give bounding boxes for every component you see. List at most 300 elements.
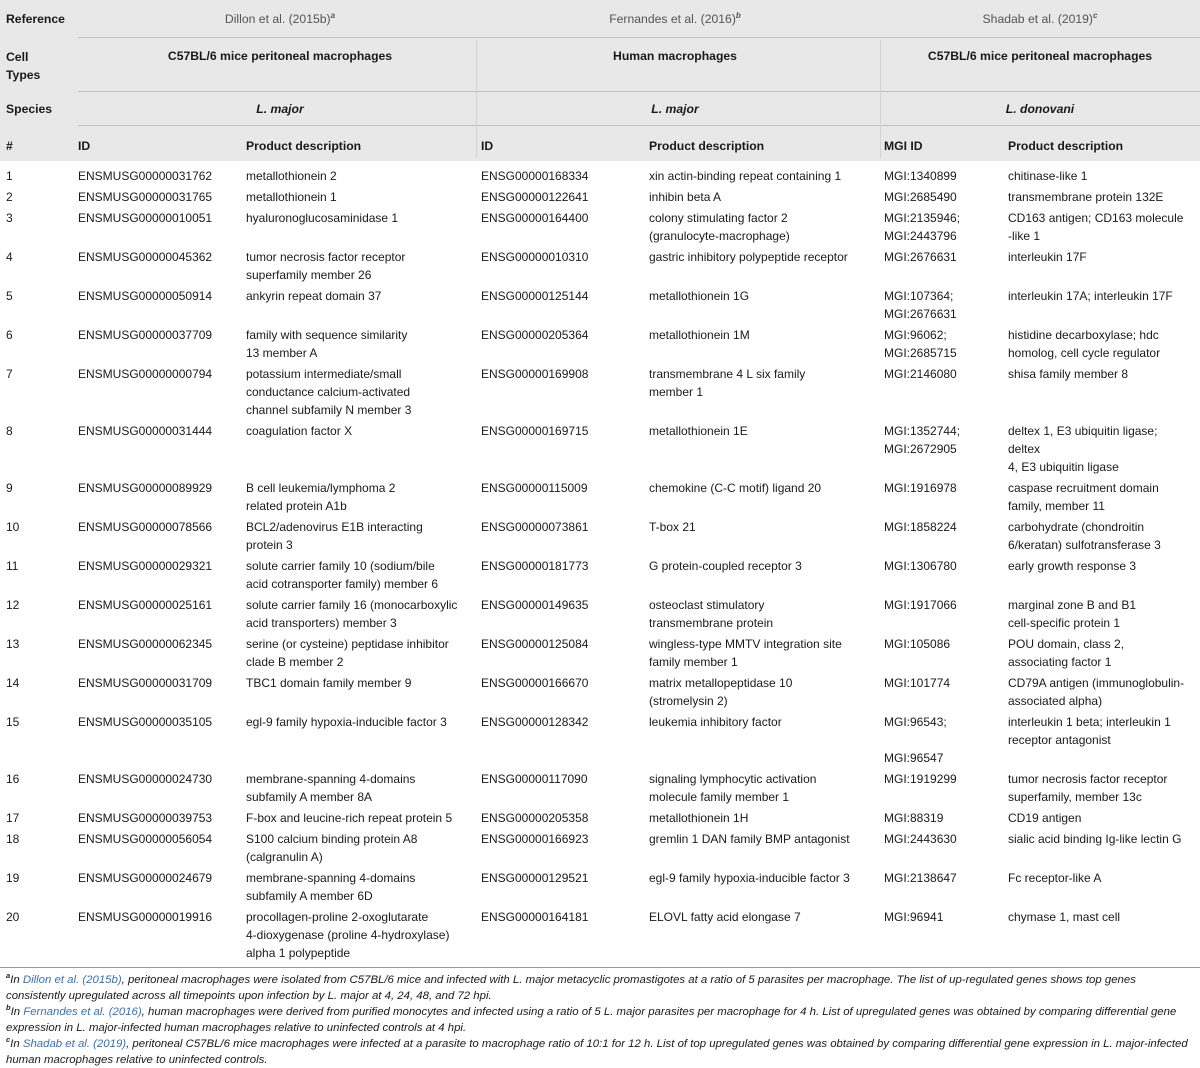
cell-line: ENSG00000129521 bbox=[481, 871, 589, 885]
cell-line: 16 bbox=[6, 772, 20, 786]
table-row bbox=[0, 557, 1200, 596]
cell-line: MGI:101774 bbox=[884, 676, 951, 690]
cell-line: B cell leukemia/lymphoma 2 bbox=[246, 481, 396, 495]
cell-line: ENSG00000010310 bbox=[481, 250, 589, 264]
cell-line: procollagen-proline 2-oxoglutarate bbox=[246, 910, 429, 924]
cell-line: ENSMUSG00000050914 bbox=[78, 289, 213, 303]
table-row bbox=[0, 713, 1200, 770]
cell-line: ENSMUSG00000062345 bbox=[78, 637, 213, 651]
cell-line: F-box and leucine-rich repeat protein 5 bbox=[246, 811, 453, 825]
cell-line: ENSMUSG00000037709 bbox=[78, 328, 213, 342]
table-row bbox=[0, 809, 1200, 830]
cell-line: metallothionein 1H bbox=[649, 811, 749, 825]
footnote-reference-link[interactable]: Shadab et al. (2019) bbox=[22, 1038, 127, 1050]
ensembl-human-id bbox=[481, 869, 588, 887]
col-header-id-1: ID bbox=[78, 139, 91, 153]
cell-line: MGI:1916978 bbox=[884, 481, 957, 495]
cell-line: ENSMUSG00000024730 bbox=[78, 772, 213, 786]
row-number bbox=[6, 365, 13, 383]
product-description bbox=[246, 869, 415, 905]
footnote bbox=[6, 1037, 1196, 1068]
product-description bbox=[1008, 422, 1157, 476]
cell-line: 7 bbox=[6, 367, 13, 381]
cell-line: subfamily A member 6D bbox=[246, 889, 373, 903]
mgi-id bbox=[884, 908, 943, 926]
cell-line: 12 bbox=[6, 598, 20, 612]
footnote-mark: c bbox=[6, 1035, 11, 1045]
product-description bbox=[246, 167, 337, 185]
cell-line: histidine decarboxylase; hdc bbox=[1008, 328, 1159, 342]
cell-line: ENSMUSG00000056054 bbox=[78, 832, 213, 846]
cell-line: 3 bbox=[6, 211, 13, 225]
cell-line: member 1 bbox=[649, 385, 704, 399]
ensembl-human-id bbox=[481, 248, 588, 266]
row-number bbox=[6, 326, 13, 344]
cell-line: solute carrier family 10 (sodium/bile bbox=[246, 559, 435, 573]
study-2-reference[interactable]: Fernandes et al. $(2016)^b$ bbox=[609, 10, 741, 26]
cell-line: associating factor 1 bbox=[1008, 655, 1112, 669]
product-description bbox=[246, 326, 407, 362]
row-number bbox=[6, 908, 19, 926]
cell-line: chemokine (C-C motif) ligand 20 bbox=[649, 481, 822, 495]
mgi-id bbox=[884, 188, 957, 206]
ensembl-human-id bbox=[481, 365, 588, 383]
cell-line: ENSG00000149635 bbox=[481, 598, 589, 612]
cell-line: MGI:2676631 bbox=[884, 307, 957, 321]
cell-line: 1 bbox=[6, 169, 13, 183]
product-description bbox=[1008, 188, 1163, 206]
cell-line: 19 bbox=[6, 871, 20, 885]
cell-line: ENSMUSG00000035105 bbox=[78, 715, 213, 729]
table-bottom-rule bbox=[0, 967, 1200, 968]
ensembl-human-id bbox=[481, 518, 588, 536]
cell-line: (granulocyte-macrophage) bbox=[649, 229, 790, 243]
row-number bbox=[6, 518, 19, 536]
cell-line: deltex bbox=[1008, 442, 1041, 456]
cell-line: MGI:107364; bbox=[884, 289, 954, 303]
mgi-id bbox=[884, 635, 950, 653]
cell-line: tumor necrosis factor receptor bbox=[246, 250, 406, 264]
cell-line: xin actin-binding repeat containing 1 bbox=[649, 169, 842, 183]
table-row bbox=[0, 770, 1200, 809]
table-row bbox=[0, 830, 1200, 869]
cell-line: 5 bbox=[6, 289, 13, 303]
cell-line: subfamily A member 8A bbox=[246, 790, 373, 804]
cell-line: ENSG00000164400 bbox=[481, 211, 589, 225]
ensembl-human-id bbox=[481, 713, 588, 731]
cell-line: MGI:88319 bbox=[884, 811, 944, 825]
ensembl-human-id bbox=[481, 635, 588, 653]
cell-line: ENSG00000128342 bbox=[481, 715, 589, 729]
cell-line: ENSMUSG00000031444 bbox=[78, 424, 213, 438]
mgi-id bbox=[884, 422, 960, 458]
ensembl-mouse-id bbox=[78, 365, 212, 383]
mgi-id bbox=[884, 869, 957, 887]
product-description bbox=[1008, 209, 1183, 245]
cell-line: Fc receptor-like A bbox=[1008, 871, 1102, 885]
cell-line: cell-specific protein 1 bbox=[1008, 616, 1121, 630]
cell-line: carbohydrate (chondroitin bbox=[1008, 520, 1145, 534]
cell-line: gremlin 1 DAN family BMP antagonist bbox=[649, 832, 850, 846]
cell-line: ENSMUSG00000089929 bbox=[78, 481, 213, 495]
table-row bbox=[0, 674, 1200, 713]
cell-line: 14 bbox=[6, 676, 20, 690]
cell-line: T-box 21 bbox=[649, 520, 696, 534]
cell-line: MGI:1352744; bbox=[884, 424, 961, 438]
cell-line: ENSG00000115009 bbox=[481, 481, 588, 495]
product-description bbox=[246, 809, 452, 827]
cell-line: MGI:96547 bbox=[884, 751, 944, 765]
product-description bbox=[1008, 326, 1160, 362]
ensembl-mouse-id bbox=[78, 287, 212, 305]
cell-line: ENSG00000117090 bbox=[481, 772, 588, 786]
product-description bbox=[1008, 770, 1167, 806]
mgi-id bbox=[884, 365, 957, 383]
cell-line: colony stimulating factor 2 bbox=[649, 211, 788, 225]
col-header-mgi-id: MGI ID bbox=[884, 139, 923, 153]
cell-line: 18 bbox=[6, 832, 20, 846]
cell-line: MGI:2443796 bbox=[884, 229, 957, 243]
cell-line: signaling lymphocytic activation bbox=[649, 772, 817, 786]
cell-line: (calgranulin A) bbox=[246, 850, 323, 864]
cell-line: sialic acid binding Ig-like lectin G bbox=[1008, 832, 1182, 846]
row-number bbox=[6, 869, 19, 887]
table-row bbox=[0, 635, 1200, 674]
cell-line: -like 1 bbox=[1008, 229, 1041, 243]
cell-line: ENSG00000125084 bbox=[481, 637, 589, 651]
product-description bbox=[246, 557, 438, 593]
ensembl-human-id bbox=[481, 479, 588, 497]
cell-line: coagulation factor X bbox=[246, 424, 353, 438]
cell-line: ENSMUSG00000078566 bbox=[78, 520, 213, 534]
product-description bbox=[1008, 809, 1081, 827]
cell-line: MGI:2135946; bbox=[884, 211, 961, 225]
cell-line: 17 bbox=[6, 811, 20, 825]
cell-line: associated alpha) bbox=[1008, 694, 1103, 708]
ensembl-mouse-id bbox=[78, 809, 212, 827]
footnote-text: , peritoneal macrophages were isolated from C57BL/6 mice and infected with L. major metacyclic promastigotes at a ratio of 5 parasites per macrophage. The list of up-regulated genes shows top genes consistently upregulated across all timepoints upon infection by L. major at 4, 24, 48, and 72 hpi. bbox=[6, 974, 1136, 1002]
cell-line: MGI:2138647 bbox=[884, 871, 957, 885]
product-description bbox=[1008, 830, 1181, 848]
cell-line: homolog, cell cycle regulator bbox=[1008, 346, 1161, 360]
cell-line: ENSMUSG00000031709 bbox=[78, 676, 213, 690]
ensembl-mouse-id bbox=[78, 188, 212, 206]
product-description bbox=[246, 518, 423, 554]
table-row bbox=[0, 167, 1200, 188]
product-description bbox=[246, 596, 457, 632]
cell-line: ENSG00000169908 bbox=[481, 367, 589, 381]
ensembl-mouse-id bbox=[78, 596, 212, 614]
product-description bbox=[1008, 479, 1159, 515]
product-description bbox=[649, 479, 821, 497]
cell-line: 4, E3 ubiquitin ligase bbox=[1008, 460, 1119, 474]
ensembl-mouse-id bbox=[78, 908, 212, 926]
cell-line: molecule family member 1 bbox=[649, 790, 790, 804]
cell-line: inhibin beta A bbox=[649, 190, 722, 204]
product-description bbox=[649, 287, 749, 305]
cell-line: family with sequence similarity bbox=[246, 328, 408, 342]
header-rule bbox=[78, 91, 1200, 92]
product-description bbox=[246, 713, 447, 731]
cell-line: alpha 1 polypeptide bbox=[246, 946, 351, 960]
cell-line: family, member 11 bbox=[1008, 499, 1105, 513]
cell-line: 13 member A bbox=[246, 346, 318, 360]
row-number bbox=[6, 830, 19, 848]
product-description bbox=[649, 557, 802, 575]
product-description bbox=[649, 209, 790, 245]
cell-line: metallothionein 1E bbox=[649, 424, 748, 438]
study-1-species: L. major bbox=[256, 102, 304, 116]
table-row bbox=[0, 908, 1200, 965]
cell-line: CD163 antigen; CD163 molecule bbox=[1008, 211, 1184, 225]
row-number bbox=[6, 557, 18, 575]
col-header-id-2: ID bbox=[481, 139, 494, 153]
cell-line: MGI:2146080 bbox=[884, 367, 957, 381]
cell-line: ENSMUSG00000025161 bbox=[78, 598, 213, 612]
cell-line: ENSMUSG00000000794 bbox=[78, 367, 213, 381]
cell-line: MGI:96941 bbox=[884, 910, 944, 924]
product-description bbox=[649, 770, 816, 806]
footnote-reference-link[interactable]: Fernandes et al. (2016) bbox=[23, 1006, 142, 1018]
product-description bbox=[1008, 596, 1136, 632]
cell-line: ENSMUSG00000024679 bbox=[78, 871, 213, 885]
cell-line: metallothionein 1 bbox=[246, 190, 337, 204]
product-description bbox=[649, 596, 773, 632]
mgi-id bbox=[884, 518, 957, 536]
ensembl-mouse-id bbox=[78, 674, 212, 692]
cell-line: ENSMUSG00000031762 bbox=[78, 169, 213, 183]
cell-line: ENSG00000168334 bbox=[481, 169, 589, 183]
mgi-id bbox=[884, 713, 947, 767]
row-number bbox=[6, 287, 13, 305]
col-header-description-3: Product description bbox=[1008, 139, 1124, 153]
mgi-id bbox=[884, 326, 957, 362]
ensembl-mouse-id bbox=[78, 830, 212, 848]
cell-line: MGI:2443630 bbox=[884, 832, 957, 846]
product-description bbox=[1008, 167, 1087, 185]
cell-line: gastric inhibitory polypeptide receptor bbox=[649, 250, 848, 264]
product-description bbox=[1008, 869, 1101, 887]
product-description bbox=[1008, 713, 1171, 749]
product-description bbox=[649, 809, 748, 827]
footnote-mark: a bbox=[6, 971, 11, 981]
mgi-id bbox=[884, 209, 960, 245]
cell-line: ENSG00000164181 bbox=[481, 910, 589, 924]
row-number bbox=[6, 248, 13, 266]
ensembl-human-id bbox=[481, 770, 588, 788]
study-1-reference[interactable]: Dillon et al. $(2015b)^a$ bbox=[224, 10, 336, 26]
cell-line: ENSMUSG00000031765 bbox=[78, 190, 213, 204]
study-2-cell-type: Human macrophages bbox=[613, 49, 737, 63]
product-description bbox=[1008, 248, 1087, 266]
cell-line: protein 3 bbox=[246, 538, 293, 552]
column-separator bbox=[880, 40, 881, 158]
product-description bbox=[1008, 635, 1124, 671]
mgi-id bbox=[884, 248, 957, 266]
ensembl-mouse-id bbox=[78, 770, 212, 788]
cell-line: chymase 1, mast cell bbox=[1008, 910, 1121, 924]
cell-line: shisa family member 8 bbox=[1008, 367, 1129, 381]
header-rule bbox=[78, 37, 1200, 38]
cell-line: 9 bbox=[6, 481, 13, 495]
table-row bbox=[0, 869, 1200, 908]
cell-line: deltex 1, E3 ubiquitin ligase; bbox=[1008, 424, 1158, 438]
product-description bbox=[246, 188, 337, 206]
row-number bbox=[6, 674, 19, 692]
cell-line: ENSG00000166923 bbox=[481, 832, 589, 846]
row-number bbox=[6, 422, 13, 440]
cell-line: ENSG00000169715 bbox=[481, 424, 589, 438]
product-description bbox=[246, 908, 449, 962]
cell-line: ENSG00000073861 bbox=[481, 520, 589, 534]
cell-line: leukemia inhibitory factor bbox=[649, 715, 782, 729]
cell-line: MGI:1917066 bbox=[884, 598, 957, 612]
table-row bbox=[0, 422, 1200, 479]
cell-line: POU domain, class 2, bbox=[1008, 637, 1125, 651]
cell-line: membrane-spanning 4-domains bbox=[246, 772, 416, 786]
product-description bbox=[1008, 674, 1184, 710]
footnote-text: , human macrophages were derived from purified monocytes and infected using a ratio of 5 L. major parasites per macrophage for 4 h. List of upregulated genes was obtained by comparing differential gene expression in L. major-infected human macrophages relative to uninfected controls at 4 hpi. bbox=[6, 1006, 1177, 1034]
cell-line: CD79A antigen (immunoglobulin- bbox=[1008, 676, 1185, 690]
cell-line: MGI:105086 bbox=[884, 637, 951, 651]
ensembl-human-id bbox=[481, 326, 588, 344]
product-description bbox=[246, 365, 411, 419]
cell-line: wingless-type MMTV integration site bbox=[649, 637, 842, 651]
cell-line: 20 bbox=[6, 910, 20, 924]
cell-line: MGI:1919299 bbox=[884, 772, 957, 786]
mgi-id bbox=[884, 674, 950, 692]
cell-line: 10 bbox=[6, 520, 20, 534]
cell-line bbox=[884, 731, 947, 749]
species-label: Species bbox=[6, 102, 53, 116]
ensembl-human-id bbox=[481, 287, 588, 305]
product-description bbox=[649, 248, 848, 266]
product-description bbox=[246, 287, 381, 305]
table-row bbox=[0, 365, 1200, 422]
mgi-id bbox=[884, 287, 957, 323]
ensembl-human-id bbox=[481, 209, 588, 227]
product-description bbox=[246, 830, 417, 866]
cell-line: metallothionein 2 bbox=[246, 169, 337, 183]
row-number bbox=[6, 209, 13, 227]
footnote-text: , peritoneal C57BL/6 mice macrophages were infected at a parasite to macrophage ratio of 10:1 for 12 h. List of top upregulated genes was obtained by comparing differential gene expression in L. major-infected human macrophages relative to uninfected controls. bbox=[6, 1038, 1188, 1066]
cell-line: acid transporters) member 3 bbox=[246, 616, 397, 630]
footnote-reference-link[interactable]: Dillon et al. (2015b) bbox=[22, 974, 122, 986]
cell-line: related protein A1b bbox=[246, 499, 347, 513]
column-separator bbox=[476, 40, 477, 158]
col-header-description-2: Product description bbox=[649, 139, 765, 153]
ensembl-mouse-id bbox=[78, 167, 212, 185]
ensembl-mouse-id bbox=[78, 248, 212, 266]
study-3-cell-type: C57BL/6 mice peritoneal macrophages bbox=[927, 49, 1153, 63]
cell-line: 13 bbox=[6, 637, 20, 651]
product-description bbox=[246, 248, 405, 284]
cell-line: channel subfamily N member 3 bbox=[246, 403, 412, 417]
cell-line: superfamily, member 13c bbox=[1008, 790, 1142, 804]
col-header-number: # bbox=[6, 139, 13, 153]
cell-line: conductance calcium-activated bbox=[246, 385, 411, 399]
row-number bbox=[6, 809, 19, 827]
cell-line: egl-9 family hypoxia-inducible factor 3 bbox=[246, 715, 447, 729]
ensembl-mouse-id bbox=[78, 869, 212, 887]
cell-line: ENSMUSG00000010051 bbox=[78, 211, 213, 225]
table-row bbox=[0, 518, 1200, 557]
ensembl-human-id bbox=[481, 596, 588, 614]
cell-line: MGI:96543; bbox=[884, 715, 947, 729]
cell-line: marginal zone B and B1 bbox=[1008, 598, 1137, 612]
mgi-id bbox=[884, 596, 957, 614]
footnote-prefix: In bbox=[10, 974, 23, 986]
row-number bbox=[6, 713, 19, 731]
cell-line: hyaluronoglucosaminidase 1 bbox=[246, 211, 399, 225]
cell-line: 4-dioxygenase (proline 4-hydroxylase) bbox=[246, 928, 450, 942]
cell-line: MGI:1340899 bbox=[884, 169, 957, 183]
study-3-reference[interactable]: Shadab et al. $(2019)^c$ bbox=[982, 10, 1098, 26]
product-description bbox=[246, 635, 449, 671]
cell-line: ELOVL fatty acid elongase 7 bbox=[649, 910, 801, 924]
ensembl-human-id bbox=[481, 674, 588, 692]
cell-line: ENSG00000205358 bbox=[481, 811, 589, 825]
cell-line: MGI:96062; bbox=[884, 328, 947, 342]
cell-line: family member 1 bbox=[649, 655, 738, 669]
cell-line: CD19 antigen bbox=[1008, 811, 1082, 825]
cell-line: 8 bbox=[6, 424, 13, 438]
product-description bbox=[649, 674, 792, 710]
table-row bbox=[0, 209, 1200, 248]
footnote-prefix: In bbox=[10, 1038, 23, 1050]
cell-line: osteoclast stimulatory bbox=[649, 598, 765, 612]
cell-line: 15 bbox=[6, 715, 20, 729]
ensembl-human-id bbox=[481, 557, 588, 575]
footnote-prefix: In bbox=[10, 1006, 24, 1018]
product-description bbox=[649, 713, 782, 731]
cell-line: ENSG00000122641 bbox=[481, 190, 589, 204]
cell-line: transmembrane protein bbox=[649, 616, 774, 630]
ensembl-human-id bbox=[481, 167, 588, 185]
cell-line: G protein-coupled receptor 3 bbox=[649, 559, 802, 573]
product-description bbox=[649, 167, 841, 185]
reference-label: Reference bbox=[6, 12, 65, 26]
table-row bbox=[0, 248, 1200, 287]
ensembl-mouse-id bbox=[78, 326, 212, 344]
cell-line: clade B member 2 bbox=[246, 655, 344, 669]
cell-line: metallothionein 1M bbox=[649, 328, 750, 342]
cell-types-label: Cell Types bbox=[6, 50, 41, 82]
product-description bbox=[246, 422, 352, 440]
cell-line: ENSG00000166670 bbox=[481, 676, 589, 690]
mgi-id bbox=[884, 830, 957, 848]
footnote bbox=[6, 973, 1196, 1004]
cell-line: receptor antagonist bbox=[1008, 733, 1111, 747]
study-1-cell-type: C57BL/6 mice peritoneal macrophages bbox=[167, 49, 393, 63]
ensembl-human-id bbox=[481, 830, 588, 848]
table-row bbox=[0, 596, 1200, 635]
cell-line: MGI:2685715 bbox=[884, 346, 957, 360]
product-description bbox=[246, 209, 398, 227]
col-header-description-1: Product description bbox=[246, 139, 362, 153]
study-3-species: L. donovani bbox=[1005, 102, 1075, 116]
product-description bbox=[649, 518, 696, 536]
cell-line: acid cotransporter family) member 6 bbox=[246, 577, 439, 591]
header-rule bbox=[78, 125, 1200, 126]
cell-line: MGI:1306780 bbox=[884, 559, 957, 573]
product-description bbox=[1008, 287, 1173, 305]
cell-line: metallothionein 1G bbox=[649, 289, 750, 303]
product-description bbox=[649, 188, 721, 206]
mgi-id bbox=[884, 557, 957, 575]
product-description bbox=[649, 908, 801, 926]
product-description bbox=[1008, 557, 1136, 575]
